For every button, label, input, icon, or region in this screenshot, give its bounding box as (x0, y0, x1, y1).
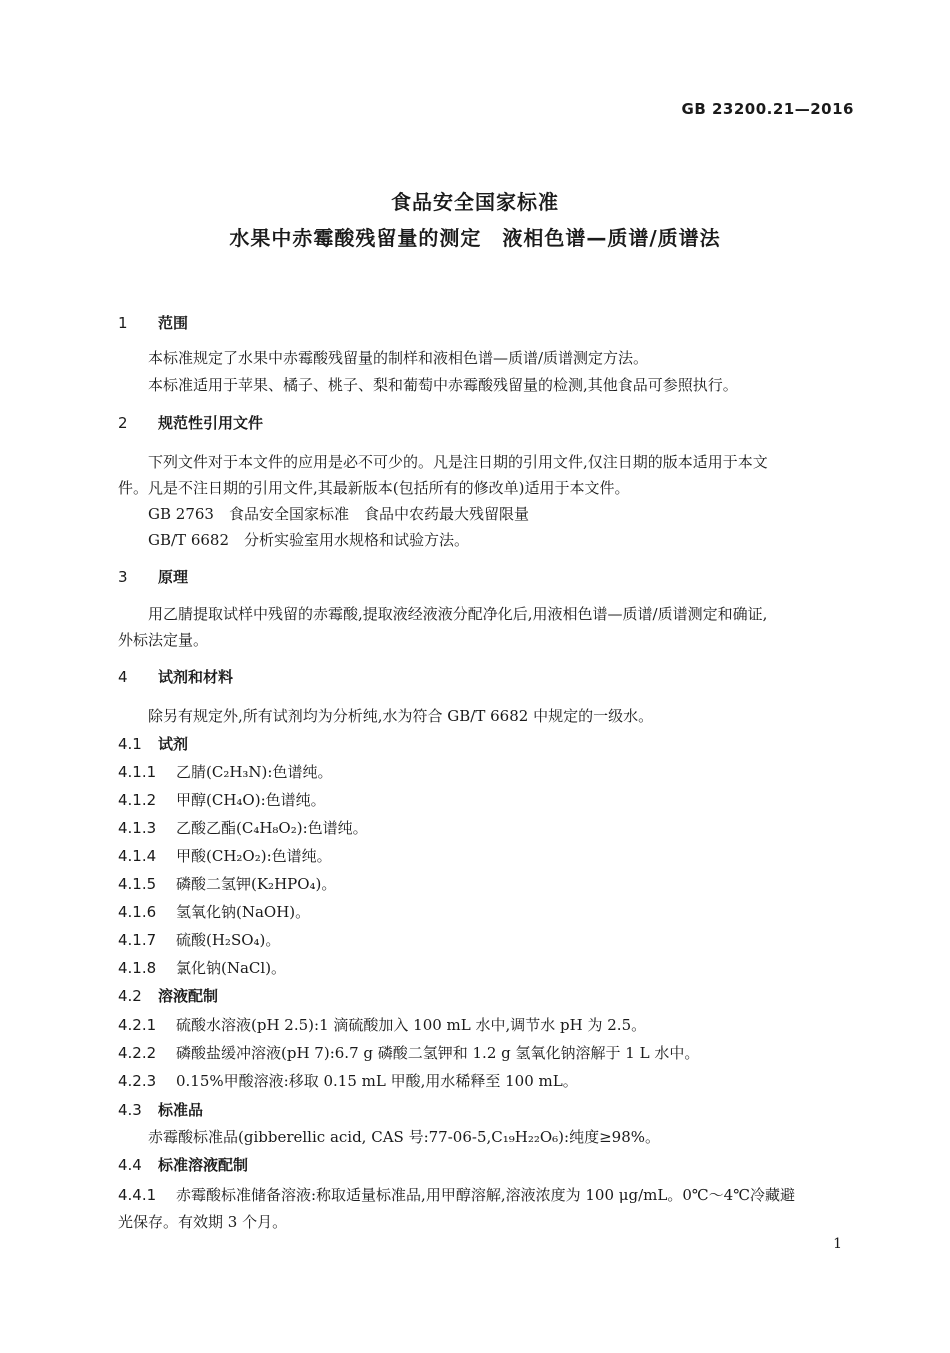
item-text: 磷酸二氢钾(K₂HPO₄)。 (176, 875, 337, 893)
section-2-para-line-1: 下列文件对于本文件的应用是必不可少的。凡是注日期的引用文件,仅注日期的版本适用于本文 (148, 453, 768, 471)
reagent-item (118, 789, 326, 811)
item-text: 甲醇(CH₄O):色谱纯。 (176, 791, 326, 809)
section-3-para-line-2: 外标法定量。 (118, 631, 209, 649)
item-text: 0.15%甲酸溶液:移取 0.15 mL 甲酸,用水稀释至 100 mL。 (176, 1072, 578, 1090)
section-3-para-line-1: 用乙腈提取试样中残留的赤霉酸,提取液经液液分配净化后,用液相色谱—质谱/质谱测定和确证, (148, 605, 768, 623)
item-number: 4.1.1 (118, 763, 157, 781)
item-number: 4.4.1 (118, 1186, 157, 1204)
reagent-item (118, 957, 286, 979)
item-number: 4.1.2 (118, 791, 157, 809)
item-number: 4.2.1 (118, 1016, 157, 1034)
standard-substance-text: 赤霉酸标准品(gibberellic acid, CAS 号:77-06-5,C₁₉H₂₂O₆):纯度≥98%。 (148, 1128, 660, 1146)
item-number: 4.1.5 (118, 875, 157, 893)
section-2-para-line-2: 件。凡是不注日期的引用文件,其最新版本(包括所有的修改单)适用于本文件。 (118, 479, 630, 497)
item-number: 4.1.7 (118, 931, 157, 949)
solution-item (118, 1070, 578, 1092)
section-3-heading (118, 566, 188, 588)
normative-reference-1: GB 2763 食品安全国家标准 食品中农药最大残留限量 (148, 505, 529, 523)
item-text: 甲酸(CH₂O₂):色谱纯。 (176, 847, 332, 865)
item-text: 氯化钠(NaCl)。 (176, 959, 287, 977)
section-1-para-2: 本标准适用于苹果、橘子、桃子、梨和葡萄中赤霉酸残留量的检测,其他食品可参照执行。 (148, 376, 738, 394)
section-title: 范围 (158, 314, 189, 332)
section-4-para: 除另有规定外,所有试剂均为分析纯,水为符合 GB/T 6682 中规定的一级水。 (148, 707, 654, 725)
subsection-4-1-heading (118, 733, 188, 755)
section-1-para-1: 本标准规定了水果中赤霉酸残留量的制样和液相色谱—质谱/质谱测定方法。 (148, 349, 649, 367)
item-text: 硫酸水溶液(pH 2.5):1 滴硫酸加入 100 mL 水中,调节水 pH 为 2.5。 (176, 1016, 647, 1034)
item-text: 磷酸盐缓冲溶液(pH 7):6.7 g 磷酸二氢钾和 1.2 g 氢氧化钠溶解于 1 L 水中。 (176, 1044, 700, 1062)
solution-item (118, 1014, 646, 1036)
normative-reference-2: GB/T 6682 分析实验室用水规格和试验方法。 (148, 531, 470, 549)
reagent-item (118, 761, 332, 783)
subsection-title: 标准溶液配制 (158, 1156, 249, 1174)
subsection-4-3-heading (118, 1099, 203, 1121)
stock-solution-continuation: 光保存。有效期 3 个月。 (118, 1213, 288, 1231)
standard-number: GB 23200.21—2016 (681, 100, 854, 118)
section-title: 规范性引用文件 (158, 414, 264, 432)
item-number: 4.2.3 (118, 1072, 157, 1090)
item-text: 硫酸(H₂SO₄)。 (176, 931, 281, 949)
stock-solution-item (118, 1184, 795, 1206)
subsection-4-4-heading (118, 1154, 248, 1176)
reagent-item (118, 817, 368, 839)
subsection-title: 标准品 (158, 1101, 204, 1119)
item-text: 乙腈(C₂H₃N):色谱纯。 (176, 763, 333, 781)
title-line-1: 食品安全国家标准 (391, 190, 559, 214)
reagent-item (118, 873, 336, 895)
item-text: 赤霉酸标准储备溶液:称取适量标准品,用甲醇溶解,溶液浓度为 100 μg/mL。0℃～4℃冷藏避 (176, 1186, 795, 1204)
item-number: 4.1.8 (118, 959, 157, 977)
section-2-heading (118, 412, 263, 434)
section-number: 2 (118, 414, 128, 432)
subsection-number: 4.4 (118, 1156, 142, 1174)
item-number: 4.1.4 (118, 847, 157, 865)
subsection-title: 试剂 (158, 735, 189, 753)
section-number: 1 (118, 314, 128, 332)
subsection-number: 4.1 (118, 735, 142, 753)
reagent-item (118, 845, 332, 867)
section-title: 原理 (158, 568, 189, 586)
item-text: 乙酸乙酯(C₄H₈O₂):色谱纯。 (176, 819, 368, 837)
subsection-title: 溶液配制 (158, 987, 219, 1005)
solution-item (118, 1042, 699, 1064)
section-4-heading (118, 666, 233, 688)
page-number: 1 (833, 1236, 842, 1252)
section-title: 试剂和材料 (158, 668, 234, 686)
item-number: 4.1.3 (118, 819, 157, 837)
section-number: 4 (118, 668, 128, 686)
subsection-number: 4.2 (118, 987, 142, 1005)
item-number: 4.1.6 (118, 903, 157, 921)
item-number: 4.2.2 (118, 1044, 157, 1062)
subsection-4-2-heading (118, 985, 218, 1007)
reagent-item (118, 929, 280, 951)
section-number: 3 (118, 568, 128, 586)
item-text: 氢氧化钠(NaOH)。 (176, 903, 311, 921)
subsection-number: 4.3 (118, 1101, 142, 1119)
title-line-2: 水果中赤霉酸残留量的测定 液相色谱—质谱/质谱法 (229, 226, 721, 250)
section-1-heading (118, 312, 188, 334)
reagent-item (118, 901, 310, 923)
